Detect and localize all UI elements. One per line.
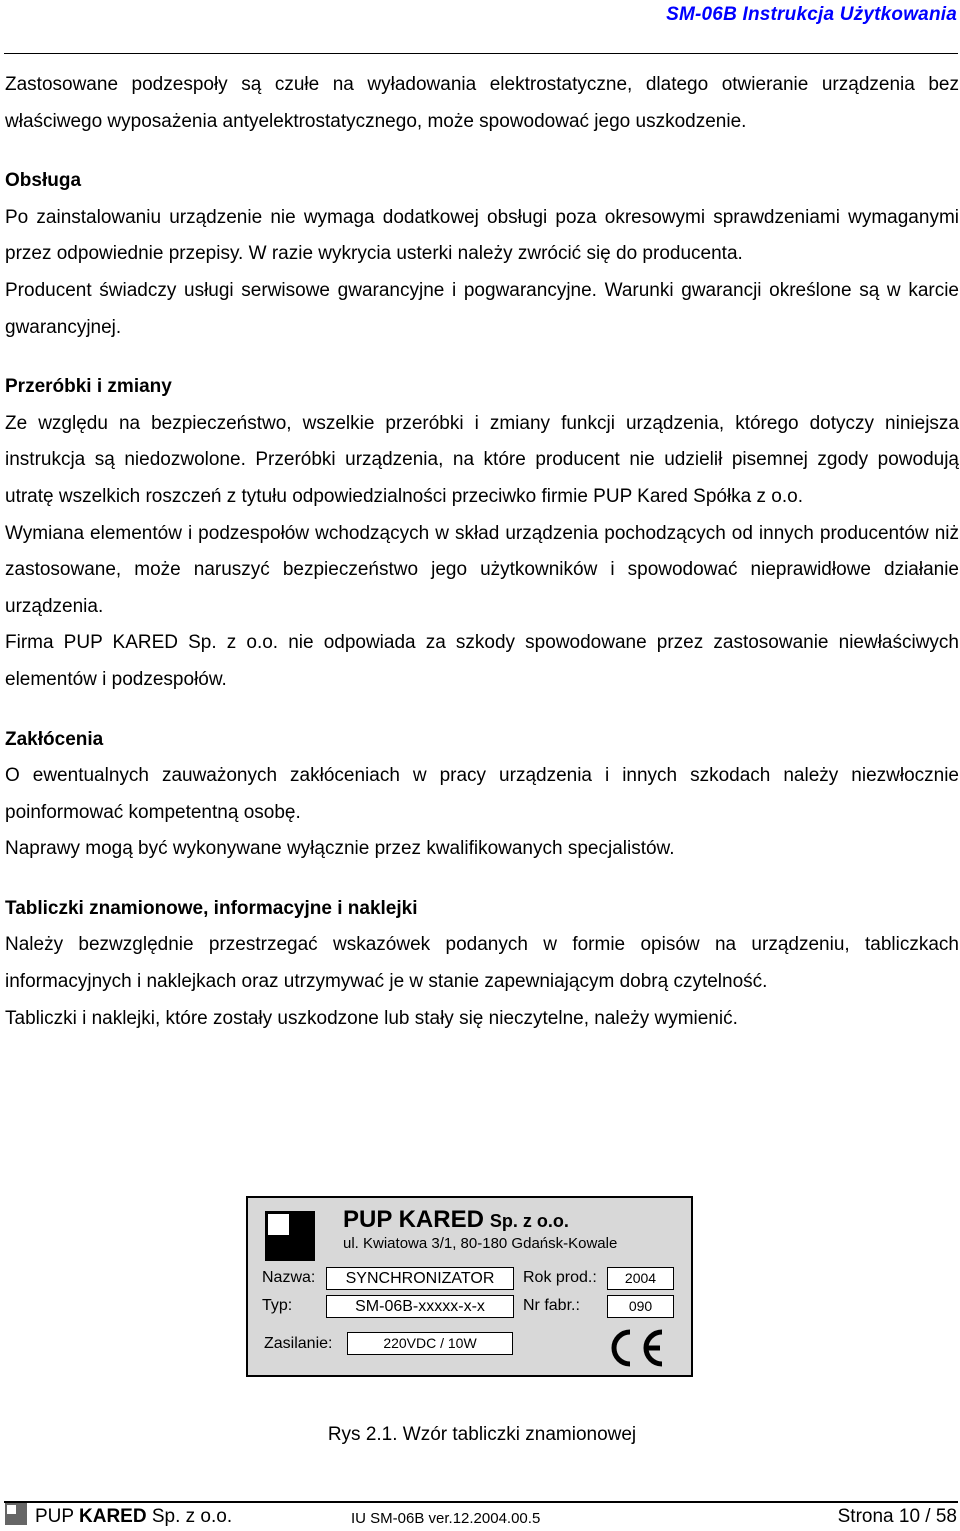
- przerobki-paragraph-2: Wymiana elementów i podzespołów wchodzących w skład urządzenia pochodzących od innych producentów niż zastosowane, może naruszyć bezpieczeństwo jego użytkowników i spowodować nieprawidłowe działanie urządzenia.: [5, 522, 959, 617]
- section-heading-przerobki: Przeróbki i zmiany: [5, 376, 172, 398]
- header-divider: [4, 53, 958, 54]
- nameplate-power-label: Zasilanie:: [264, 1335, 333, 1352]
- nameplate-name-label: Nazwa:: [262, 1269, 316, 1286]
- company-logo-icon: [265, 1211, 315, 1261]
- tabliczki-paragraph-2: Tabliczki i naklejki, które zostały uszkodzone lub stały się nieczytelne, należy wymienić.: [5, 1007, 738, 1029]
- footer-company-suffix: Sp. z o.o.: [146, 1506, 233, 1527]
- footer-company-prefix: PUP: [35, 1506, 80, 1527]
- document-header-title: SM-06B Instrukcja Użytkowania: [666, 4, 957, 25]
- tabliczki-paragraph-1: Należy bezwzględnie przestrzegać wskazówek podanych w formie opisów na urządzeniu, tabliczkach informacyjnych i naklejkach oraz utrzymywać je w stanie zapewniającym dobrą czytelność.: [5, 934, 959, 993]
- nameplate-year-label: Rok prod.:: [523, 1269, 597, 1286]
- intro-paragraph: Zastosowane podzespoły są czułe na wyładowania elektrostatyczne, dlatego otwieranie urządzenia bez właściwego wyposażenia antyelektrostatycznego, może spowodować jego uszkodzenie.: [5, 74, 959, 132]
- footer-logo-icon: [5, 1503, 27, 1525]
- nameplate-type-value: SM-06B-xxxxx-x-x: [326, 1295, 514, 1318]
- section-heading-tabliczki: Tabliczki znamionowe, informacyjne i naklejki: [5, 897, 418, 919]
- nameplate-name-value: SYNCHRONIZATOR: [326, 1267, 514, 1290]
- nameplate-power-value: 220VDC / 10W: [347, 1332, 513, 1355]
- nameplate-figure: [246, 1196, 693, 1377]
- nameplate-company: [343, 1206, 569, 1234]
- page-content: [5, 67, 959, 1037]
- nameplate-company-name: PUP KARED: [343, 1206, 484, 1233]
- zaklocenia-paragraph-2: Naprawy mogą być wykonywane wyłącznie przez kwalifikowanych specjalistów.: [5, 838, 675, 860]
- nameplate-type-label: Typ:: [262, 1297, 293, 1314]
- przerobki-paragraph-3: Firma PUP KARED Sp. z o.o. nie odpowiada za szkody spowodowane przez zastosowanie niewłaściwych elementów i podzespołów.: [5, 632, 959, 690]
- ce-mark-icon: [605, 1328, 667, 1368]
- nameplate-serial-value: 090: [607, 1295, 674, 1318]
- footer-company: [35, 1506, 232, 1528]
- section-heading-zaklocenia: Zakłócenia: [5, 728, 104, 750]
- footer-page-number: Strona 10 / 58: [837, 1506, 957, 1527]
- footer-document-id: IU SM-06B ver.12.2004.00.5: [351, 1510, 541, 1527]
- section-heading-obsluga: Obsługa: [5, 170, 82, 192]
- obsluga-paragraph-1: Po zainstalowaniu urządzenie nie wymaga dodatkowej obsługi poza okresowymi sprawdzeniami wymaganymi przez odpowiednie przepisy. W razie wykrycia usterki należy zwrócić się do producenta.: [5, 206, 959, 265]
- nameplate-company-form: Sp. z o.o.: [489, 1211, 569, 1231]
- nameplate-address: ul. Kwiatowa 3/1, 80-180 Gdańsk-Kowale: [343, 1235, 618, 1252]
- nameplate-serial-label: Nr fabr.:: [523, 1297, 580, 1314]
- nameplate-year-value: 2004: [607, 1267, 674, 1290]
- obsluga-paragraph-2: Producent świadczy usługi serwisowe gwarancyjne i pogwarancyjne. Warunki gwarancji określone są w karcie gwarancyjnej.: [5, 279, 959, 338]
- przerobki-paragraph-1: Ze względu na bezpieczeństwo, wszelkie przeróbki i zmiany funkcji urządzenia, którego dotyczy niniejsza instrukcja są niedozwolone. Przeróbki urządzenia, na które producent nie udzielił pisemnej zgody powodują utratę wszelkich roszczeń z tytułu odpowiedzialności przeciwko firmie PUP Kared Spółka z o.o.: [5, 412, 959, 507]
- footer-company-bold: KARED: [79, 1506, 147, 1527]
- zaklocenia-paragraph-1: O ewentualnych zauważonych zakłóceniach w pracy urządzenia i innych szkodach należy niezwłocznie poinformować kompetentną osobę.: [5, 765, 959, 823]
- footer-divider: [4, 1501, 958, 1503]
- figure-caption: Rys 2.1. Wzór tabliczki znamionowej: [327, 1424, 637, 1445]
